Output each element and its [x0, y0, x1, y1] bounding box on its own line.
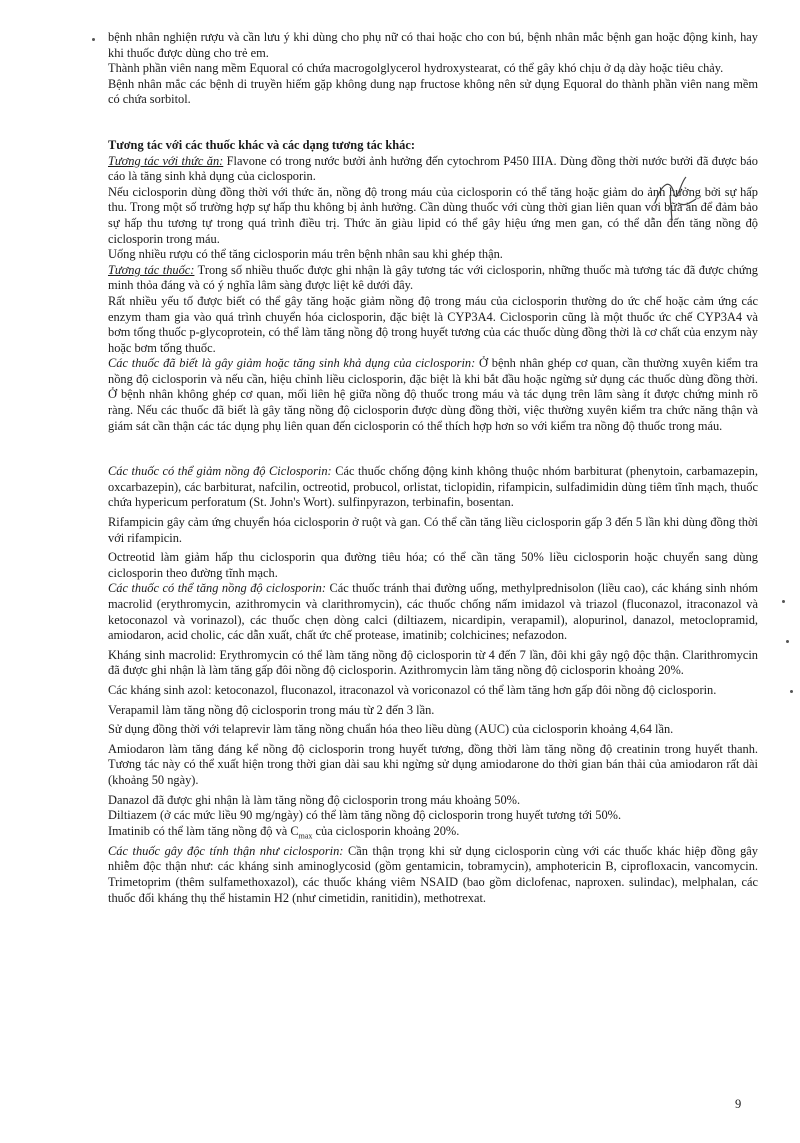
paragraph: Uống nhiều rượu có thể tăng ciclosporin máu trên bệnh nhân sau khi ghép thận.: [108, 247, 503, 262]
paragraph: Verapamil làm tăng nồng độ ciclosporin trong máu từ 2 đến 3 lần.: [108, 702, 435, 717]
paragraph-text: Các thuốc chống động kinh không thuộc nhóm barbiturat (phenytoin, carbamazepin, oxcarbazepin), các barbiturat, nafcilin, octreotid, probucol, orlistat, ticlopidin, rifampicin, sulfadimidin dùng tiêm tĩnh mạch, thuốc chứa hypericum perforatum (St. John's Wort). sulfinpyrazon, terbinafin, bosentan.: [108, 464, 758, 510]
paragraph: [108, 356, 758, 434]
paragraph-text: Imatinib có thể làm tăng nồng độ và C: [108, 823, 299, 838]
paragraph: Octreotid làm giảm hấp thu ciclosporin qua đường tiêu hóa; có thể cần tăng 50% liều ciclosporin hoặc chuyển sang dùng ciclosporin theo đường tĩnh mạch.: [108, 550, 758, 580]
scan-speck: [92, 38, 95, 41]
inline-label: Các thuốc gây độc tính thận như ciclosporin:: [108, 843, 344, 858]
paragraph-text: Flavone có trong nước bưởi ảnh hưởng đến cytochrom P450 IIIA. Dùng đồng thời nước bưởi đã được báo cáo là tăng sinh khả dụng của ciclosporin.: [108, 153, 758, 184]
inline-label: Các thuốc có thể giảm nồng độ Ciclosporin:: [108, 464, 332, 479]
inline-label: Tương tác với thức ăn:: [108, 153, 224, 168]
section-heading: Tương tác với các thuốc khác và các dạng tương tác khác:: [108, 137, 416, 152]
paragraph: bệnh nhân nghiện rượu và cần lưu ý khi dùng cho phụ nữ có thai hoặc cho con bú, bệnh nhân mắc bệnh gan hoặc động kinh, hay khi thuốc được dùng cho trẻ em.: [108, 30, 758, 60]
paragraph-text: Trong số nhiều thuốc được ghi nhận là gây tương tác với ciclosporin, những thuốc mà tương tác đã được chứng minh thỏa đáng và có ý nghĩa lâm sàng được liệt kê dưới đây.: [108, 262, 759, 293]
paragraph: Kháng sinh macrolid: Erythromycin có thể làm tăng nồng độ ciclosporin từ 4 đến 7 lần, đôi khi gây ngộ độc thận. Clarithromycin đã được ghi nhận là làm tăng gấp đôi nồng độ ciclosporin. Azithromycin làm tăng nồng độ ciclosporin khoảng 20%.: [108, 647, 758, 678]
inline-label: Các thuốc đã biết là gây giảm hoặc tăng sinh khả dụng của ciclosporin:: [108, 356, 476, 371]
body-text: [108, 30, 758, 906]
paragraph: [108, 464, 758, 511]
page-number: 9: [735, 1097, 742, 1111]
paragraph: Diltiazem (ở các mức liều 90 mg/ngày) có thể làm tăng nồng độ ciclosporin trong huyết tương tới 50%.: [108, 808, 622, 823]
paragraph-text: Cần thận trọng khi sử dụng ciclosporin cùng với các thuốc khác hiệp đồng gây nhiễm độc thận như: các kháng sinh aminoglycosid (gồm gentamicin, tobramycin), amphotericin B, ciprofloxacin, vancomycin. Trimetoprim (thêm sulfamethoxazol), các thuốc kháng viêm NSAID (bao gồm diclofenac, naproxen. sulindac), melphalan, các thuốc đối kháng thụ thể histamin H2 (như cimetidin, ranitidin), methotrexat.: [108, 843, 758, 905]
paragraph: Nếu ciclosporin dùng đồng thời với thức ăn, nồng độ trong máu của ciclosporin có thể tăng hoặc giảm do ảnh hưởng bởi sự hấp thu. Trong một số trường hợp sự hấp thu không bị ảnh hưởng. Cần dùng thuốc với cùng thời gian liên quan với bữa ăn để đảm bảo sự hấp thu tương tự trong quá trình điều trị. Thức ăn giàu lipid có thể gây hiệu ứng men gan, có thể dẫn đến tăng nồng độ ciclosporin trong máu.: [108, 184, 758, 246]
paragraph: Bệnh nhân mắc các bệnh di truyền hiếm gặp không dung nạp fructose không nên sử dụng Equoral do thành phần viên nang mềm có chứa sorbitol.: [108, 76, 758, 107]
paragraph: [108, 844, 758, 906]
paragraph: Thành phần viên nang mềm Equoral có chứa macrogolglycerol hydroxystearat, có thể gây khó chịu ở dạ dày hoặc tiêu chảy.: [108, 61, 724, 76]
inline-label: Tương tác thuốc:: [108, 262, 195, 277]
paragraph: [108, 824, 758, 844]
paragraph-text: Ở bệnh nhân ghép cơ quan, cần thường xuyên kiểm tra nồng độ ciclosporin và nếu cần, hiệu chỉnh liều ciclosporin, đặc biệt là khi bắt đầu hoặc ngừng sử dụng các thuốc dùng đồng thời. Ở bệnh nhân không ghép cơ quan, mối liên hệ giữa nồng độ thuốc trong máu và tác dụng trên lâm sàng ít được chứng minh rõ ràng. Nếu các thuốc đã biết là gây tăng nồng độ ciclosporin được dùng đồng thời, việc thường xuyên kiểm tra chức năng thận và giám sát cần thận các tác dụng phụ liên quan đến ciclosporin có thể thích hợp hơn so với kiểm tra nồng độ thuốc trong máu.: [108, 356, 758, 433]
scan-speck: [786, 640, 789, 643]
scan-speck: [790, 690, 793, 693]
paragraph: Rifampicin gây cảm ứng chuyển hóa ciclosporin ở ruột và gan. Có thể cần tăng liều ciclosporin gấp 3 đến 5 lần khi dùng đồng thời với rifampicin.: [108, 515, 758, 545]
paragraph: Các kháng sinh azol: ketoconazol, fluconazol, itraconazol và voriconazol có thể làm tăng hơn gấp đôi nồng độ ciclosporin.: [108, 682, 717, 697]
inline-label: Các thuốc có thể tăng nồng độ ciclosporin:: [108, 581, 327, 596]
scan-speck: [782, 600, 785, 603]
paragraph: Amiodaron làm tăng đáng kể nồng độ ciclosporin trong huyết tương, đồng thời làm tăng nồng độ creatinin trong huyết thanh. Tương tác này có thể xuất hiện trong thời gian dài sau khi ngừng sử dụng amiodarone do thời gian bán thải của amiodaron rất dài (khoảng 50 ngày).: [108, 741, 758, 787]
paragraph-text: của ciclosporin khoảng 20%.: [312, 823, 460, 838]
paragraph: [108, 263, 758, 294]
paragraph-text: Các thuốc tránh thai đường uống, methylprednisolon (liều cao), các kháng sinh nhóm macrolid (erythromycin, azithromycin và clarithromycin), các thuốc chống nấm imidazol và triazol (fluconazol, itraconazol và ketoconazol và vorinazol), các thuốc chẹn dòng calci (diltiazem, nicardipin, verapamil), alopurinol, danazol, metoclopramid, amiodaron, acid cholic, các dẫn xuất, chất ức chế protease, imatinib; colchicines; nefazodon.: [108, 581, 758, 643]
paragraph: [108, 581, 758, 643]
paragraph: Danazol đã được ghi nhận là làm tăng nồng độ ciclosporin trong máu khoảng 50%.: [108, 792, 521, 807]
paragraph: Sử dụng đồng thời với telaprevir làm tăng nồng chuẩn hóa theo liều dùng (AUC) của ciclosporin khoảng 4,64 lần.: [108, 722, 674, 737]
paragraph: Rất nhiều yếu tố được biết có thể gây tăng hoặc giảm nồng độ trong máu của ciclosporin thường do ức chế hoặc cảm ứng các enzym tham gia vào quá trình chuyển hóa ciclosporin, đặc biệt là CYP3A4. Ciclosporin cũng là một thuốc ức chế CYP3A4 và bơm tống thuốc p-glycoprotein, có thể làm tăng nồng độ trong huyết tương của các thuốc dùng đồng thời là cơ chất của enzym này hoặc bơm tống thuốc.: [108, 293, 758, 355]
subscript: max: [298, 831, 313, 841]
handwritten-signature-mark: [650, 173, 700, 228]
